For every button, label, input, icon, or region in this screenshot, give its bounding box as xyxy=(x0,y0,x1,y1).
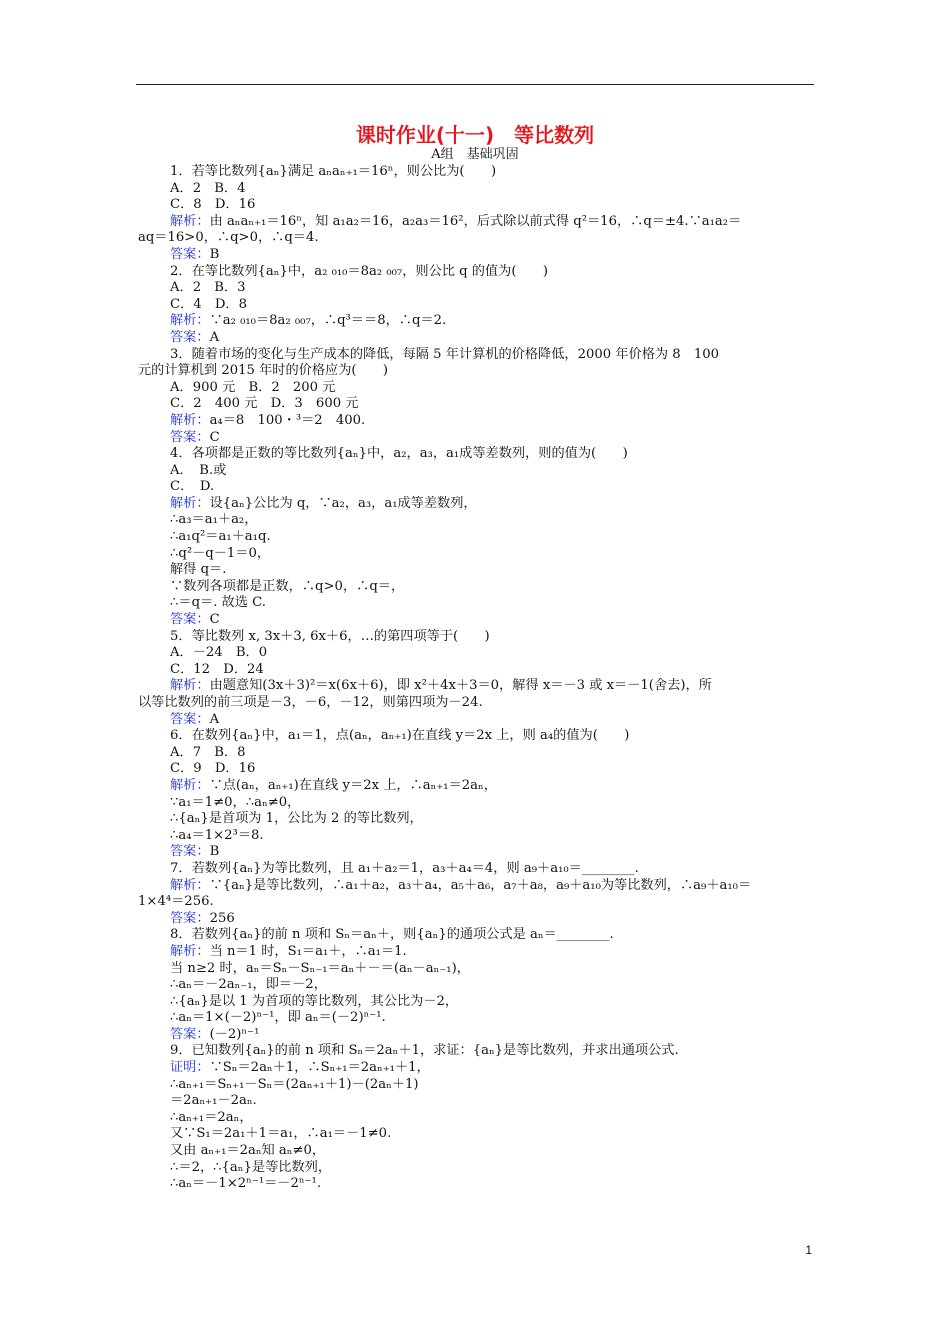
line-text: B xyxy=(209,246,220,262)
line-text: C．4 D．8 xyxy=(170,296,248,312)
text-line xyxy=(138,629,814,646)
line-text: aq＝16>0，∴q>0，∴q＝4. xyxy=(138,230,319,246)
text-line xyxy=(138,811,814,828)
answer-label: 答案： xyxy=(170,612,210,628)
line-text: 1×4⁴＝256. xyxy=(138,894,214,910)
line-text: 元的计算机到 2015 年时的价格应为( ) xyxy=(138,363,389,379)
text-line xyxy=(138,430,814,447)
line-text: ∵点(aₙ，aₙ₊₁)在直线 y＝2x 上，∴aₙ₊₁＝2aₙ， xyxy=(209,777,497,793)
text-line xyxy=(138,380,814,397)
line-text: C xyxy=(209,429,220,445)
text-line xyxy=(138,795,814,812)
page-number: 1 xyxy=(805,1243,812,1257)
line-text: ∴q²－q－1＝0， xyxy=(170,545,271,561)
text-line xyxy=(138,197,814,214)
text-line xyxy=(138,778,814,795)
text-line xyxy=(138,546,814,563)
header-rule xyxy=(136,84,814,85)
line-text: ＝2aₙ₊₁－2aₙ. xyxy=(170,1093,257,1109)
text-line xyxy=(138,413,814,430)
line-text: 解得 q＝. xyxy=(170,562,227,578)
text-line xyxy=(138,894,814,911)
text-line xyxy=(138,446,814,463)
line-text: ∴＝q＝. 故选 C. xyxy=(170,595,266,611)
line-text: ∵{aₙ}是等比数列，∴a₁＋a₂，a₃＋a₄，a₅＋a₆，a₇＋a₈，a₉＋a₁₀为等比数列，∴a₉＋a₁₀＝ xyxy=(209,877,752,893)
text-line xyxy=(138,712,814,729)
line-text: 设{aₙ}公比为 q，∵a₂，a₃，a₁成等差数列， xyxy=(209,495,477,511)
line-text: 由题意知(3x＋3)²＝x(6x＋6)，即 x²＋4x＋3＝0，解得 x＝－3 或 x＝－1(舍去)，所 xyxy=(209,678,712,694)
text-line xyxy=(138,1077,814,1094)
text-line xyxy=(138,944,814,961)
text-line xyxy=(138,247,814,264)
answer-label: 答案： xyxy=(170,844,210,860)
answer-label: 解析： xyxy=(170,777,210,793)
text-line xyxy=(138,214,814,231)
text-line xyxy=(138,1143,814,1160)
answer-label: 证明： xyxy=(170,1060,210,1076)
line-text: (－2)ⁿ⁻¹ xyxy=(209,1026,260,1042)
text-line xyxy=(138,662,814,679)
line-text: A．7 B．8 xyxy=(170,744,246,760)
text-line xyxy=(138,1060,814,1077)
text-line xyxy=(138,512,814,529)
line-text: C．8 D．16 xyxy=(170,197,256,213)
page-title: 课时作业(十一) 等比数列 xyxy=(355,123,595,147)
text-line xyxy=(138,761,814,778)
line-text: 又∵S₁＝2a₁＋1＝a₁，∴a₁＝－1≠0. xyxy=(170,1126,392,1142)
line-text: C xyxy=(209,612,220,628)
text-line xyxy=(138,1126,814,1143)
text-line xyxy=(138,230,814,247)
text-line xyxy=(138,280,814,297)
line-text: 5．等比数列 x, 3x＋3, 6x＋6，…的第四项等于( ) xyxy=(170,628,490,644)
document-body xyxy=(138,164,814,1193)
text-line xyxy=(138,579,814,596)
line-text: 6．在数列{aₙ}中，a₁＝1，点(aₙ，aₙ₊₁)在直线 y＝2x 上，则 a₄的值为( ) xyxy=(170,728,630,744)
text-line xyxy=(138,1010,814,1027)
line-text: C．9 D．16 xyxy=(170,761,256,777)
line-text: 4．各项都是正数的等比数列{aₙ}中，a₂，a₃，a₁成等差数列，则的值为( ) xyxy=(170,446,628,462)
text-line xyxy=(138,844,814,861)
text-line xyxy=(138,363,814,380)
text-line xyxy=(138,1176,814,1193)
text-line xyxy=(138,977,814,994)
text-line xyxy=(138,164,814,181)
line-text: a₄＝8 100・³＝2 400. xyxy=(209,412,366,428)
text-line xyxy=(138,264,814,281)
answer-label: 解析： xyxy=(170,313,210,329)
line-text: A． B.或 xyxy=(170,462,227,478)
text-line xyxy=(138,347,814,364)
line-text: 以等比数列的前三项是－3，－6，－12，则第四项为－24. xyxy=(138,695,483,710)
text-line xyxy=(138,330,814,347)
text-line xyxy=(138,828,814,845)
line-text: ∴a₄＝1×2³＝8. xyxy=(170,827,264,843)
line-text: 由 aₙaₙ₊₁＝16ⁿ，知 a₁a₂＝16，a₂a₃＝16²，后式除以前式得 q²＝16，∴q＝±4.∵a₁a₂＝ xyxy=(209,213,742,229)
text-line xyxy=(138,479,814,496)
answer-label: 解析： xyxy=(170,412,210,428)
line-text: ∴aₙ₊₁＝Sₙ₊₁－Sₙ＝(2aₙ₊₁＋1)－(2aₙ＋1) xyxy=(170,1076,419,1092)
text-line xyxy=(138,678,814,695)
answer-label: 答案： xyxy=(170,329,210,345)
line-text: ∴a₃＝a₁＋a₂， xyxy=(170,512,258,528)
text-line xyxy=(138,878,814,895)
text-line xyxy=(138,181,814,198)
text-line xyxy=(138,297,814,314)
text-line xyxy=(138,1110,814,1127)
line-text: 2．在等比数列{aₙ}中，a₂ ₀₁₀＝8a₂ ₀₀₇，则公比 q 的值为( ) xyxy=(170,263,549,279)
line-text: A．2 B．3 xyxy=(170,280,246,296)
answer-label: 答案： xyxy=(170,429,210,445)
line-text: A．900 元 B．2 200 元 xyxy=(170,379,336,395)
text-line xyxy=(138,1043,814,1060)
text-line xyxy=(138,645,814,662)
line-text: ∵a₁＝1≠0，∴aₙ≠0， xyxy=(170,794,301,810)
line-text: ∴{aₙ}是首项为 1，公比为 2 的等比数列， xyxy=(170,811,423,827)
answer-label: 解析： xyxy=(170,678,210,694)
answer-label: 答案： xyxy=(170,711,210,727)
line-text: 7．若数列{aₙ}为等比数列，且 a₁＋a₂＝1，a₃＋a₄＝4，则 a₉＋a₁₀＝________. xyxy=(170,860,639,876)
line-text: 256 xyxy=(209,910,235,926)
line-text: A．2 B．4 xyxy=(170,180,246,196)
line-text: C． D. xyxy=(170,479,215,495)
answer-label: 解析： xyxy=(170,495,210,511)
text-line xyxy=(138,1027,814,1044)
text-line xyxy=(138,961,814,978)
answer-label: 答案： xyxy=(170,1026,210,1042)
text-line xyxy=(138,1160,814,1177)
line-text: ∴aₙ＝－1×2ⁿ⁻¹＝－2ⁿ⁻¹. xyxy=(170,1176,322,1192)
text-line xyxy=(138,861,814,878)
answer-label: 答案： xyxy=(170,246,210,262)
line-text: ∴aₙ＝－2aₙ₋₁，即＝－2， xyxy=(170,977,327,993)
text-line xyxy=(138,728,814,745)
text-line xyxy=(138,595,814,612)
text-line xyxy=(138,612,814,629)
text-line xyxy=(138,1093,814,1110)
text-line xyxy=(138,396,814,413)
line-text: 当 n＝1 时，S₁＝a₁＋，∴a₁＝1. xyxy=(209,943,407,959)
text-line xyxy=(138,313,814,330)
line-text: 9．已知数列{aₙ}的前 n 项和 Sₙ＝2aₙ＋1，求证：{aₙ}是等比数列，并求出通项公式. xyxy=(170,1043,679,1059)
line-text: ∴a₁q²＝a₁＋a₁q. xyxy=(170,529,271,545)
text-line xyxy=(138,994,814,1011)
line-text: ∴＝2，∴{aₙ}是等比数列， xyxy=(170,1159,332,1175)
line-text: A xyxy=(209,329,220,345)
line-text: ∴aₙ₊₁＝2aₙ， xyxy=(170,1109,253,1125)
line-text: ∴{aₙ}是以 1 为首项的等比数列，其公比为－2， xyxy=(170,993,459,1009)
text-line xyxy=(138,695,814,712)
line-text: C．12 D．24 xyxy=(170,661,264,677)
text-line xyxy=(138,529,814,546)
line-text: A xyxy=(209,711,220,727)
line-text: ∵a₂ ₀₁₀＝8a₂ ₀₀₇，∴q³＝＝8，∴q＝2. xyxy=(209,313,447,329)
line-text: B xyxy=(209,844,220,860)
text-line xyxy=(138,562,814,579)
answer-label: 解析： xyxy=(170,877,210,893)
text-line xyxy=(138,496,814,513)
line-text: ∵Sₙ＝2aₙ＋1，∴Sₙ₊₁＝2aₙ₊₁＋1， xyxy=(209,1060,430,1076)
text-line xyxy=(138,463,814,480)
answer-label: 解析： xyxy=(170,213,210,229)
line-text: 1．若等比数列{aₙ}满足 aₙaₙ₊₁＝16ⁿ，则公比为( ) xyxy=(170,164,497,179)
line-text: ∵数列各项都是正数，∴q>0，∴q＝， xyxy=(170,578,405,594)
section-subtitle: A组 基础巩固 xyxy=(431,147,519,162)
line-text: ∴aₙ＝1×(－2)ⁿ⁻¹，即 aₙ＝(－2)ⁿ⁻¹. xyxy=(170,1010,386,1026)
answer-label: 解析： xyxy=(170,943,210,959)
text-line xyxy=(138,745,814,762)
line-text: 8．若数列{aₙ}的前 n 项和 Sₙ＝aₙ＋，则{aₙ}的通项公式是 aₙ＝________. xyxy=(170,927,614,943)
answer-label: 答案： xyxy=(170,910,210,926)
text-line xyxy=(138,911,814,928)
line-text: A．－24 B．0 xyxy=(170,645,268,661)
line-text: 当 n≥2 时，aₙ＝Sₙ－Sₙ₋₁＝aₙ＋－＝(aₙ－aₙ₋₁)， xyxy=(170,960,470,976)
text-line xyxy=(138,927,814,944)
line-text: 又由 aₙ₊₁＝2aₙ知 aₙ≠0， xyxy=(170,1143,326,1159)
line-text: 3．随着市场的变化与生产成本的降低，每隔 5 年计算机的价格降低，2000 年价格为 8 100 xyxy=(170,346,720,362)
line-text: C．2 400 元 D．3 600 元 xyxy=(170,396,359,412)
